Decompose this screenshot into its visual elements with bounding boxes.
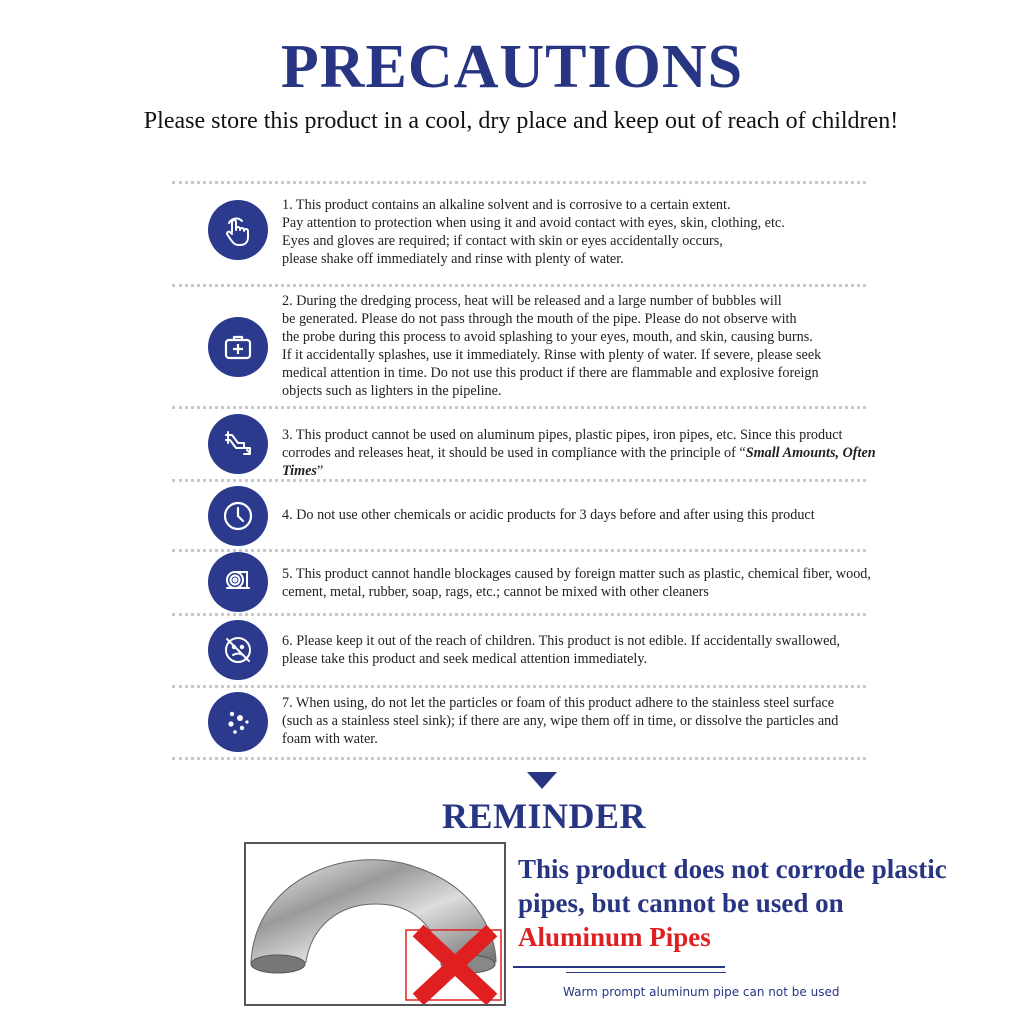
precaution-item-7	[172, 694, 912, 752]
particles-icon	[208, 692, 268, 752]
precaution-text-line: please shake off immediately and rinse with plenty of water.	[282, 251, 624, 267]
precaution-text-line: 1. This product contains an alkaline solvent and is corrosive to a certain extent.	[282, 197, 731, 213]
precaution-item-2	[172, 292, 912, 402]
precaution-text-line: 4. Do not use other chemicals or acidic products for 3 days before and after using this product	[282, 507, 815, 523]
precaution-text-line: 7. When using, do not let the particles or foam of this product adhere to the stainless steel surface	[282, 695, 835, 711]
precaution-text-line: 3. This product cannot be used on aluminum pipes, plastic pipes, iron pipes, etc. Since this product	[282, 427, 843, 443]
pipe-elbow-illustration	[246, 844, 504, 1004]
no-eating-icon	[208, 620, 268, 680]
hand-tap-icon	[208, 200, 268, 260]
underline	[566, 972, 726, 973]
precaution-item-6	[172, 632, 912, 672]
precaution-text-line: the probe during this process to avoid splashing to your eyes, mouth, and skin, causing burns.	[282, 329, 813, 345]
precaution-text-line: Eyes and gloves are required; if contact with skin or eyes accidentally occurs,	[282, 233, 723, 249]
precaution-text-line: 2. During the dredging process, heat will be released and a large number of bubbles will	[282, 293, 782, 309]
precaution-text-line: 5. This product cannot handle blockages caused by foreign matter such as plastic, chemical fiber, wood,	[282, 566, 871, 582]
precaution-text-line	[282, 444, 912, 480]
down-arrow-icon	[527, 772, 557, 789]
precaution-item-4	[172, 506, 912, 536]
precaution-text-line: 6. Please keep it out of the reach of children. This product is not edible. If accidentally swallowed,	[282, 633, 841, 649]
divider	[172, 757, 866, 760]
precaution-text-line: objects such as lighters in the pipeline.	[282, 383, 502, 399]
precaution-item-5	[172, 565, 912, 605]
precaution-text-line: foam with water.	[282, 731, 378, 747]
pipe-icon	[208, 414, 268, 474]
reminder-note	[518, 852, 978, 954]
precaution-item-1	[172, 196, 912, 276]
precaution-text-line: please take this product and seek medical attention immediately.	[282, 651, 648, 667]
reminder-caption: Warm prompt aluminum pipe can not be used	[563, 985, 840, 999]
divider	[172, 406, 866, 409]
divider	[172, 284, 866, 287]
precaution-text-line: cement, metal, rubber, soap, rags, etc.; cannot be mixed with other cleaners	[282, 584, 709, 600]
reminder-note-line: This product does not corrode plastic	[518, 854, 947, 884]
page-title: PRECAUTIONS	[280, 33, 744, 101]
fabric-roll-icon	[208, 552, 268, 612]
underline	[513, 966, 725, 968]
aluminum-pipe-image	[244, 842, 506, 1006]
reminder-title: REMINDER	[442, 796, 647, 836]
precaution-text-line: (such as a stainless steel sink); if there are any, wipe them off in time, or dissolve the particles and	[282, 713, 839, 729]
reminder-note-line: pipes, but cannot be used on	[518, 888, 844, 918]
clock-icon	[208, 486, 268, 546]
precaution-text-line: Pay attention to protection when using it and avoid contact with eyes, skin, clothing, etc.	[282, 215, 785, 231]
precaution-text-line: medical attention in time. Do not use this product if there are flammable and explosive foreign	[282, 365, 819, 381]
first-aid-kit-icon	[208, 317, 268, 377]
aluminum-pipes-warning: Aluminum Pipes	[518, 922, 711, 952]
divider	[172, 549, 866, 552]
principle-emphasis: Small Amounts, Often Times	[282, 445, 876, 479]
precaution-text-segment: corrodes and releases heat, it should be used in compliance with the principle of “	[282, 445, 746, 461]
precaution-text-segment: ”	[316, 463, 324, 479]
divider	[172, 181, 866, 184]
divider	[172, 613, 866, 616]
precaution-text-line: be generated. Please do not pass through the mouth of the pipe. Please do not observe with	[282, 311, 797, 327]
divider	[172, 685, 866, 688]
page-subtitle: Please store this product in a cool, dry place and keep out of reach of children!	[143, 108, 899, 134]
precaution-item-3	[172, 426, 912, 479]
precaution-text-line: If it accidentally splashes, use it immediately. Rinse with plenty of water. If severe, please seek	[282, 347, 822, 363]
